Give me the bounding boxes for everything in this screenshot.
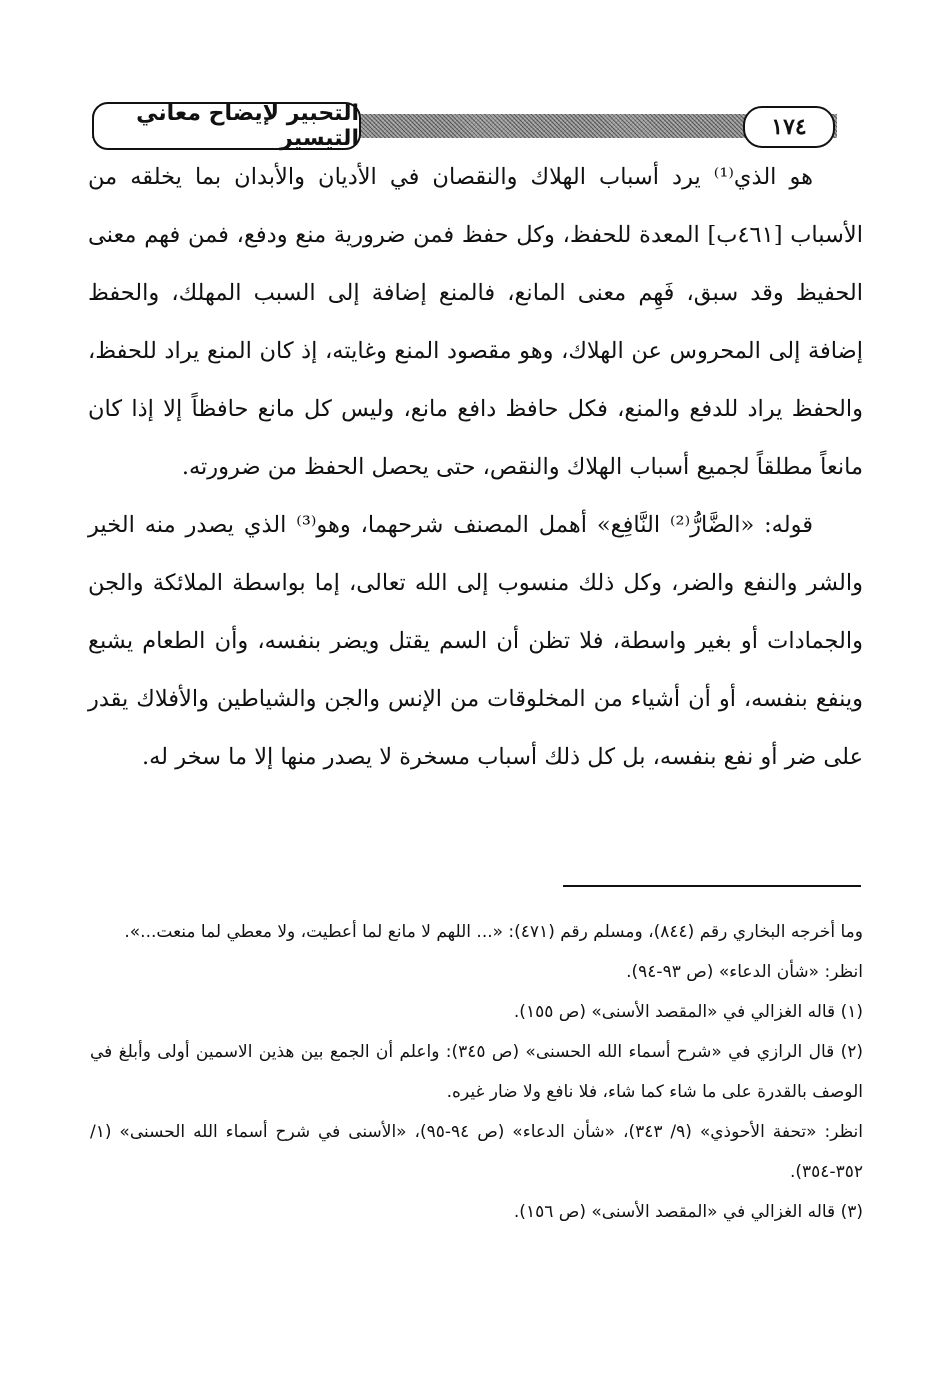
running-header xyxy=(92,100,837,152)
paragraph: هو الذي⁽¹⁾ يرد أسباب الهلاك والنقصان في الأديان والأبدان بما يخلقه من الأسباب [٤٦١ب] المعدة للحفظ، وكل حفظ فمن ضرورية منع ودفع، فمن فهم معنى الحفيظ وقد سبق، فَهِم معنى المانع، فالمنع إضافة إلى السبب المهلك، والحفظ إضافة إلى المحروس عن الهلاك، وهو مقصود المنع وغايته، إذ كان المنع يراد للحفظ، والحفظ يراد للدفع والمنع، فكل حافظ دافع مانع، وليس كل مانع حافظاً إلا إذا كان مانعاً مطلقاً لجميع أسباب الهلاك والنقص، حتى يحصل الحفظ من ضرورته. xyxy=(88,164,863,480)
main-text xyxy=(88,148,863,786)
page-number: ١٧٤ xyxy=(743,106,835,148)
footnote-line: انظر: «تحفة الأحوذي» (٩/ ٣٤٣)، «شأن الدعاء» (ص ٩٤-٩٥)، «الأسنى في شرح أسماء الله الحسنى» (١/ ٣٥٢-٣٥٤). xyxy=(90,1122,863,1182)
paragraph: قوله: «الضَّارُّ⁽²⁾ النَّافِع» أهمل المصنف شرحهما، وهو⁽³⁾ الذي يصدر منه الخير والشر والنفع والضر، وكل ذلك منسوب إلى الله تعالى، إما بواسطة الملائكة والجن والجمادات أو بغير واسطة، فلا تظن أن السم يقتل ويضر بنفسه، وأن الطعام يشبع وينفع بنفسه، أو أن أشياء من المخلوقات من الإنس والجن والشياطين والأفلاك يقدر على ضر أو نفع بنفسه، بل كل ذلك أسباب مسخرة لا يصدر منها إلا ما سخر له. xyxy=(88,512,863,770)
footnote-line: (٢) قال الرازي في «شرح أسماء الله الحسنى» (ص ٣٤٥): واعلم أن الجمع بين هذين الاسمين أولى وأبلغ في الوصف بالقدرة على ما شاء كما شاء، فلا نافع ولا ضار غيره. xyxy=(90,1042,863,1102)
footnote-line: (١) قاله الغزالي في «المقصد الأسنى» (ص ١٥٥). xyxy=(513,1002,863,1022)
footnote-line: انظر: «شأن الدعاء» (ص ٩٣-٩٤). xyxy=(626,962,863,982)
book-title: التحبير لإيضاح معاني التيسير xyxy=(92,102,361,150)
footnote-separator xyxy=(563,885,861,887)
footnote-line: وما أخرجه البخاري رقم (٨٤٤)، ومسلم رقم (٤٧١): «... اللهم لا مانع لما أعطيت، ولا معطي لما منعت...». xyxy=(124,922,863,942)
footnote-line: (٣) قاله الغزالي في «المقصد الأسنى» (ص ١٥٦). xyxy=(513,1202,863,1222)
footnotes xyxy=(90,912,863,1232)
